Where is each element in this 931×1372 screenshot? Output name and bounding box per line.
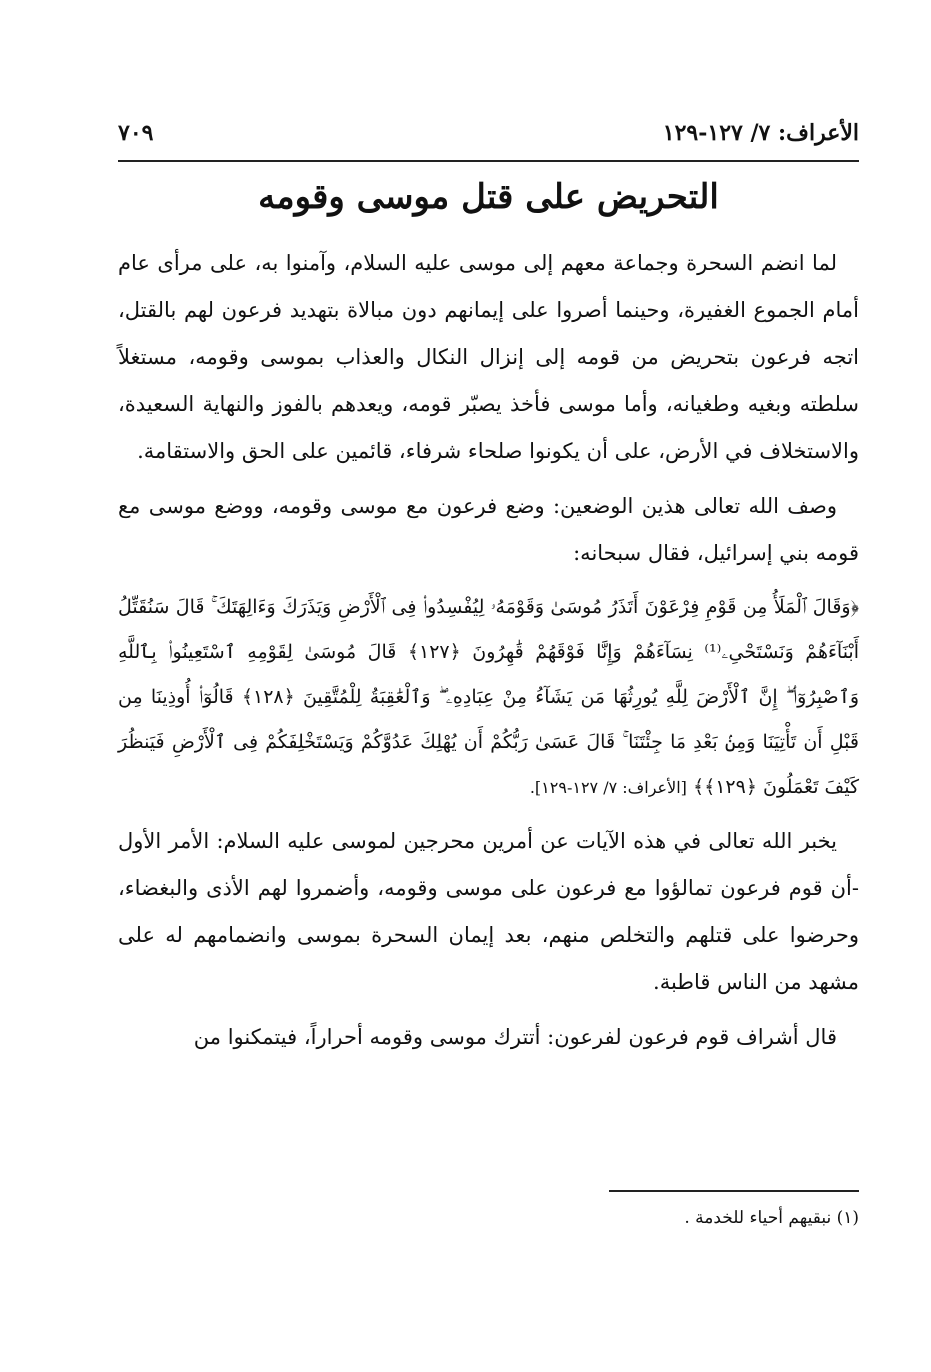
paragraph-intro: لما انضم السحرة وجماعة معهم إلى موسى عليه السلام، وآمنوا به، على مرأى عام أمام الجموع الغفيرة، وحينما أصروا على إيمانهم دون مبالاة بتهديد فرعون لهم بالقتل، اتجه فرعون بتحريض من قومه إلى إنزال النكال والعذاب بموسى وقومه، مستغلاً سلطته وبغيه وطغيانه، وأما موسى فأخذ يصبّر قومه، ويعدهم بالفوز والنهاية السعيدة، والاستخلاف في الأرض، على أن يكونوا صلحاء شرفاء، قائمين على الحق والاستقامة.	[118, 251, 859, 463]
verse-reference: [الأعراف: ٧/ ١٢٧-١٢٩].	[529, 778, 687, 797]
surah-reference: الأعراف: ٧/ ١٢٧-١٢٩	[662, 120, 859, 146]
chapter-title: التحريض على قتل موسى وقومه	[258, 177, 719, 217]
footnote: (١) نبقيهم أحياء للخدمة .	[684, 1208, 859, 1228]
quran-verse: ﴿وَقَالَ ٱلْمَلَأُ مِن قَوْمِ فِرْعَوْنَ أَتَذَرُ مُوسَىٰ وَقَوْمَهُۥ لِيُفْسِدُوا۟ فِى ٱلْأَرْضِ وَيَذَرَكَ وَءَالِهَتَكَ ۚ قَالَ سَنُقَتِّلُ أَبْنَآءَهُمْ وَنَسْتَحْىِۦ⁽¹⁾ نِسَآءَهُمْ وَإِنَّا فَوْقَهُمْ قَٰهِرُونَ ﴿١٢٧﴾ قَالَ مُوسَىٰ لِقَوْمِهِ ٱسْتَعِينُوا۟ بِٱللَّهِ وَٱصْبِرُوٓا۟ ۖ إِنَّ ٱلْأَرْضَ لِلَّهِ يُورِثُهَا مَن يَشَآءُ مِنْ عِبَادِهِۦ ۖ وَٱلْعَٰقِبَةُ لِلْمُتَّقِينَ ﴿١٢٨﴾ قَالُوٓا۟ أُوذِينَا مِن قَبْلِ أَن تَأْتِيَنَا وَمِنۢ بَعْدِ مَا جِئْتَنَا ۚ قَالَ عَسَىٰ رَبُّكُمْ أَن يُهْلِكَ عَدُوَّكُمْ وَيَسْتَخْلِفَكُمْ فِى ٱلْأَرْضِ فَيَنظُرَ كَيْفَ تَعْمَلُونَ ﴿١٢٩﴾﴾	[118, 596, 859, 798]
running-header	[118, 120, 859, 156]
quran-verse-block	[118, 585, 859, 810]
paragraph-description: وصف الله تعالى هذين الوضعين: وضع فرعون مع موسى وقومه، ووضع موسى مع قومه بني إسرائيل، فقال سبحانه:	[118, 494, 859, 565]
header-divider	[118, 160, 859, 162]
paragraph-continuation: قال أشراف قوم فرعون لفرعون: أتترك موسى وقومه أحراراً، فيتمكنوا من	[193, 1025, 837, 1049]
body-text	[118, 240, 859, 1069]
footnote-divider	[609, 1190, 859, 1192]
paragraph-commentary: يخبر الله تعالى في هذه الآيات عن أمرين محرجين لموسى عليه السلام: الأمر الأول -أن قوم فرعون تمالؤوا مع فرعون على موسى وقومه، وأضمروا لهم الأذى والبغضاء، وحرضوا على قتلهم والتخلص منهم، بعد إيمان السحرة بموسى وانضمامهم له على مشهد من الناس قاطبة.	[118, 829, 859, 994]
page-number: ٧٠٩	[118, 120, 154, 146]
